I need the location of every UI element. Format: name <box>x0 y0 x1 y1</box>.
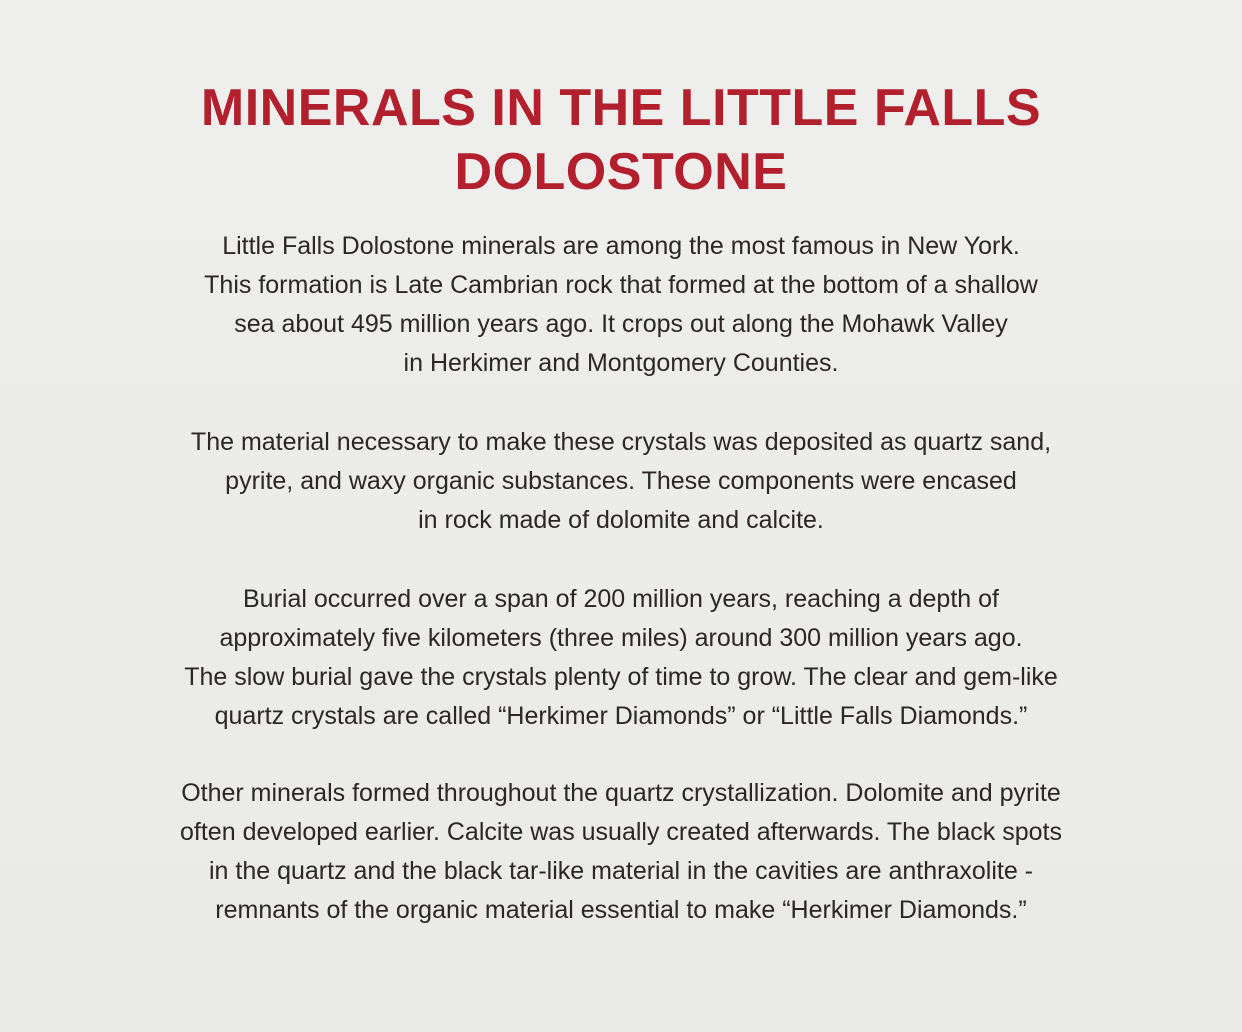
text-line: quartz crystals are called “Herkimer Diamonds” or “Little Falls Diamonds.” <box>214 702 1028 730</box>
paragraph-material <box>0 423 1242 540</box>
text-line: The slow burial gave the crystals plenty of time to grow. The clear and gem-like <box>184 663 1058 691</box>
text-line: often developed earlier. Calcite was usually created afterwards. The black spots <box>180 818 1062 846</box>
text-line: in Herkimer and Montgomery Counties. <box>403 349 839 377</box>
paragraph-other-minerals <box>0 774 1242 930</box>
text-line: remnants of the organic material essential to make “Herkimer Diamonds.” <box>215 896 1027 924</box>
paragraph-formation <box>0 227 1242 383</box>
text-line: The material necessary to make these crystals was deposited as quartz sand, <box>190 428 1052 456</box>
text-line: Other minerals formed throughout the quartz crystallization. Dolomite and pyrite <box>181 779 1061 807</box>
text-line: Little Falls Dolostone minerals are among the most famous in New York. <box>222 232 1020 260</box>
text-line: sea about 495 million years ago. It crops out along the Mohawk Valley <box>234 310 1008 338</box>
title-line: MINERALS IN THE LITTLE FALLS <box>200 79 1042 137</box>
text-line: in the quartz and the black tar-like material in the cavities are anthraxolite - <box>208 857 1034 885</box>
text-line: approximately five kilometers (three miles) around 300 million years ago. <box>219 624 1023 652</box>
text-line: pyrite, and waxy organic substances. These components were encased <box>225 467 1017 495</box>
text-line: in rock made of dolomite and calcite. <box>418 506 824 534</box>
paragraph-burial <box>0 580 1242 736</box>
text-line: This formation is Late Cambrian rock that formed at the bottom of a shallow <box>204 271 1038 299</box>
sign-title <box>0 76 1242 204</box>
title-line: DOLOSTONE <box>454 143 788 201</box>
text-line: Burial occurred over a span of 200 million years, reaching a depth of <box>243 585 999 613</box>
